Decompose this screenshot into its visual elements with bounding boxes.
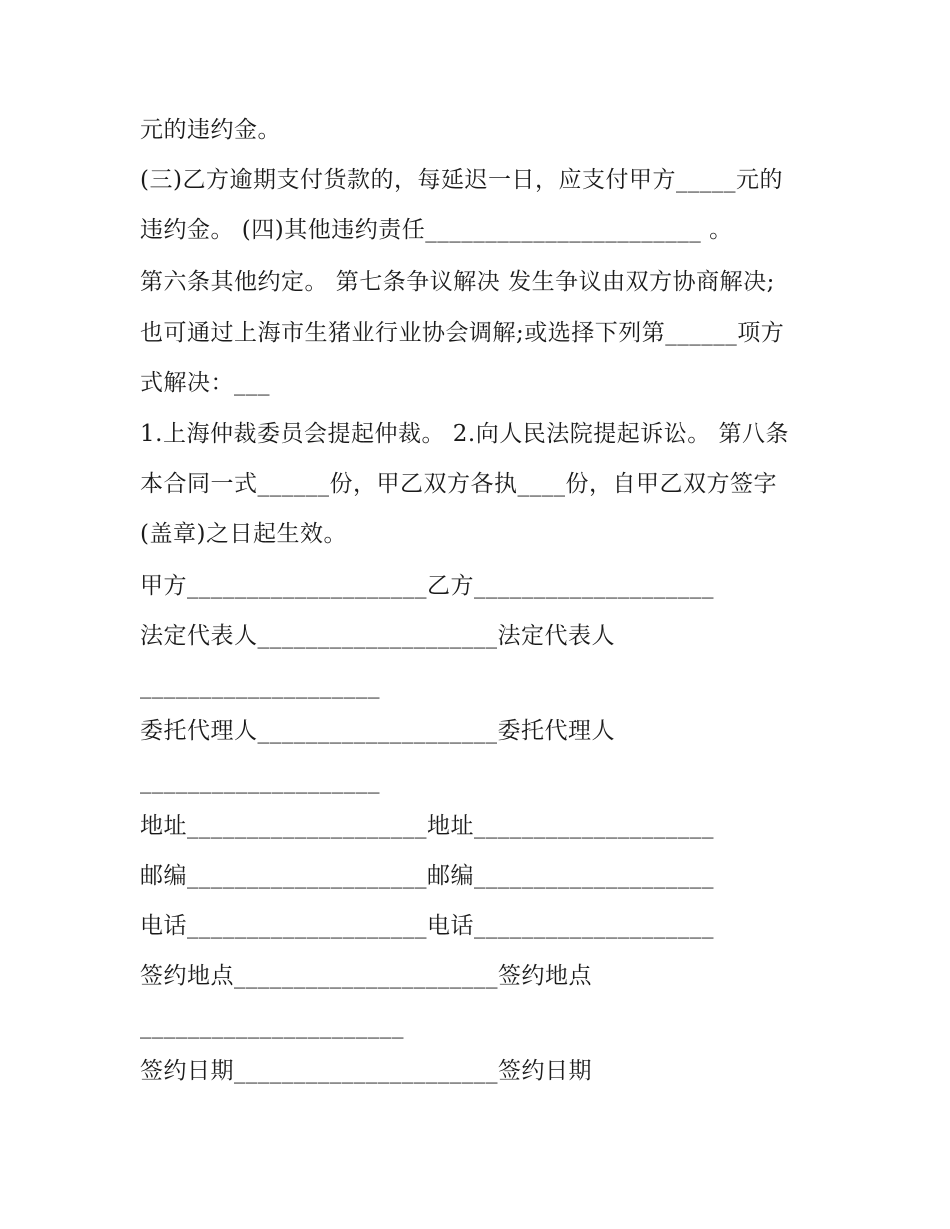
text-line-clause-four: 违约金。 (四)其他违约责任_______________________ 。 [140, 217, 733, 243]
signature-agent-line: 委托代理人____________________委托代理人 [140, 718, 615, 744]
text-line-clause-three: (三)乙方逾期支付货款的，每延迟一日，应支付甲方_____元的 [140, 167, 783, 193]
text-line-penalty-end: 元的违约金。 [140, 117, 281, 143]
signature-address-line: 地址____________________地址____________________ [140, 813, 714, 839]
text-line-resolution-method: 式解决：___ [140, 370, 270, 396]
signature-legal-rep-blank: ____________________ [140, 673, 380, 699]
signature-place-line: 签约地点______________________签约地点 [140, 963, 592, 989]
text-line-arbitration-litigation: 1.上海仲裁委员会提起仲裁。 2.向人民法院提起诉讼。 第八条 [140, 421, 790, 447]
signature-party-line: 甲方____________________乙方____________________ [140, 573, 714, 599]
text-line-article-six-seven: 第六条其他约定。 第七条争议解决 发生争议由双方协商解决; [140, 269, 775, 295]
signature-date-line: 签约日期______________________签约日期 [140, 1058, 592, 1084]
signature-place-blank: ______________________ [140, 1013, 404, 1039]
signature-legal-rep-line: 法定代表人____________________法定代表人 [140, 623, 615, 649]
text-line-effective: (盖章)之日起生效。 [140, 521, 347, 547]
signature-agent-blank: ____________________ [140, 768, 380, 794]
signature-postcode-line: 邮编____________________邮编____________________ [140, 863, 714, 889]
text-line-copies: 本合同一式______份，甲乙双方各执____份，自甲乙双方签字 [140, 471, 777, 497]
signature-phone-line: 电话____________________电话____________________ [140, 913, 714, 939]
text-line-mediation: 也可通过上海市生猪业行业协会调解;或选择下列第______项方 [140, 320, 785, 346]
